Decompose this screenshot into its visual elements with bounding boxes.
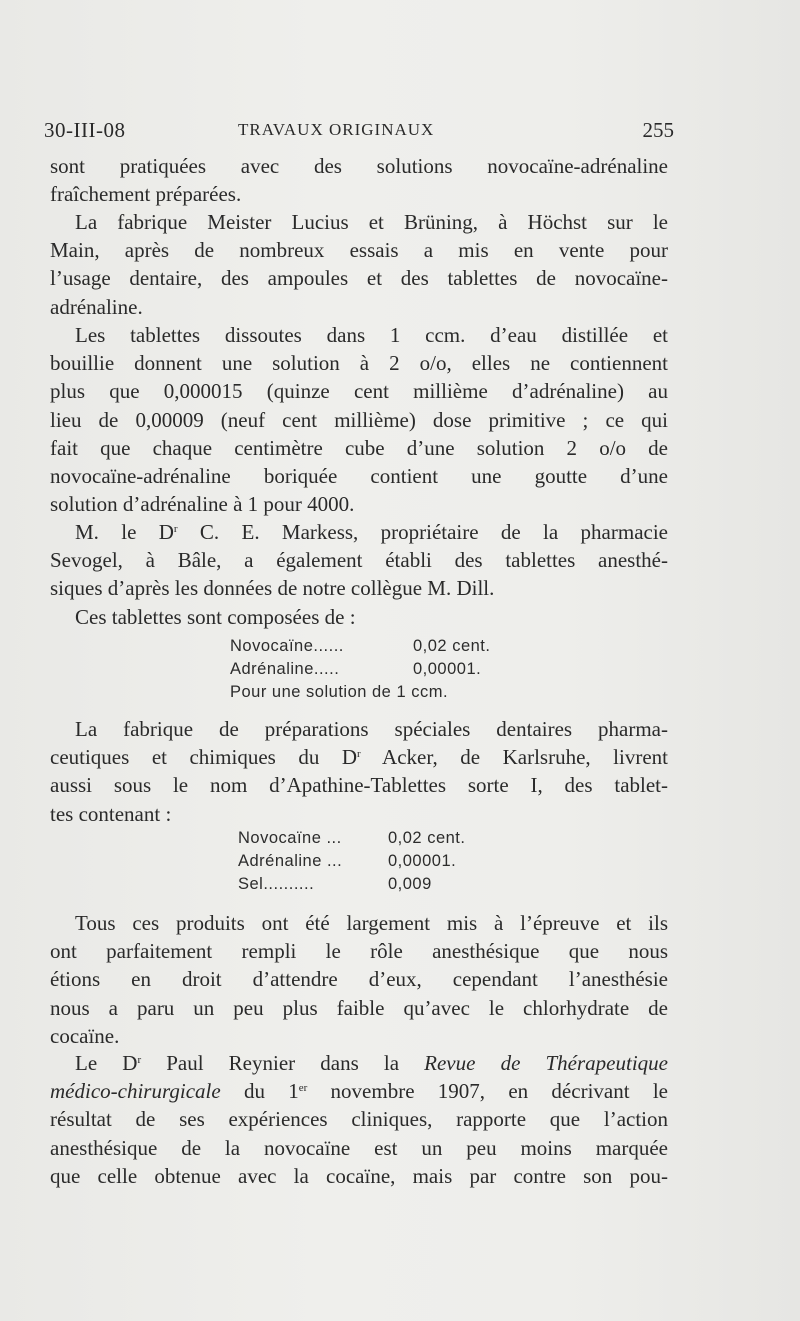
text-line: adrénaline. <box>50 294 143 319</box>
text-line: sont pratiquées avec des solutions novocaïne-adrénaline <box>50 154 668 178</box>
ingredient-dose: 0,02 cent. <box>388 829 466 847</box>
paragraph-2 <box>50 208 668 321</box>
ingredient-dose: 0,00001. <box>413 660 482 678</box>
text-line: Main, après de nombreux essais a mis en vente pour <box>50 238 668 263</box>
paragraph-3 <box>50 321 668 518</box>
text-line: La fabrique de préparations spéciales dentaires pharma- <box>75 717 668 741</box>
page-number: 255 <box>642 118 674 142</box>
ingredient-dose: 0,02 cent. <box>413 637 491 655</box>
paragraph-7 <box>50 1049 668 1190</box>
text-line: tes contenant : <box>50 801 172 826</box>
text-line: plus que 0,000015 (quinze cent millième d’adrénaline) au <box>50 379 668 404</box>
text-line: aussi sous le nom d’Apathine-Tablettes sorte I, des tablet- <box>50 773 668 798</box>
text-line: cocaïne. <box>50 1023 120 1048</box>
paragraph-4 <box>50 518 668 631</box>
text-line: Tous ces produits ont été largement mis à l’épreuve et ils <box>75 911 668 935</box>
text-line: étions en droit d’attendre d’eux, cependant l’anesthésie <box>50 967 668 992</box>
text-line: que celle obtenue avec la cocaïne, mais par contre son pou- <box>50 1163 668 1188</box>
text-line: résultat de ses expériences cliniques, rapporte que l’action <box>50 1107 668 1132</box>
text-line: La fabrique Meister Lucius et Brüning, à Höchst sur le <box>75 210 668 234</box>
ingredient-name: Sel.......... <box>238 875 315 893</box>
header-title: TRAVAUX ORIGINAUX <box>238 120 435 139</box>
ingredient-name: Novocaïne...... <box>230 637 344 655</box>
text-line: ceutiques et chimiques du $D^r$ Acker, de Karlsruhe, livrent <box>50 745 668 770</box>
paragraph-6 <box>50 909 668 1050</box>
text-line: fraîchement préparées. <box>50 182 242 207</box>
text-line: Les tablettes dissoutes dans 1 ccm. d’eau distillée et <box>75 323 668 347</box>
text-line: anesthésique de la novocaïne est un peu moins marquée <box>50 1135 668 1160</box>
text-line: Le $D^r$ Paul Reynier dans la Revue de Thérapeutique <box>75 1051 668 1075</box>
text-line: fait que chaque centimètre cube d’une solution 2 o/o de <box>50 435 668 460</box>
text-line: solution d’adrénaline à 1 pour 4000. <box>50 492 355 517</box>
ingredient-name: Adrénaline..... <box>230 660 340 678</box>
ingredient-dose: 0,009 <box>388 875 432 893</box>
paragraph-5 <box>50 715 668 828</box>
ingredient-dose: 0,00001. <box>388 852 457 870</box>
book-page: 30-III-08 TRAVAUX ORIGINAUX 255 sont pratiquées avec des solutions novocaïne-adrénaline fraîchement préparées. La fabrique Meister Lucius et Brüning, à Höchst sur le Main, après de nombreux essais a mis en vente pour l’usage dentaire, des ampoules et des tablettes de novocaïne- adrénaline. Les tablettes dissoutes dans 1 ccm. d’eau distillée et bouillie donnent une solution à 2 o/o, elles ne contiennent plus que 0,000015 (quinze cent millième d’adrénaline) au lieu de 0,00009 (neuf cent millième) dose primitive ; ce qui fait que chaque centimètre cube d’une solution 2 o/o de novocaïne-adrénaline boriquée contient une goutte d’une solution d’adrénaline à 1 pour 4000. M. le $D^r$ C. E. Markess, propriétaire de la pharmacie Sevogel, à Bâle, a également établi des tablettes anesthé- siques d’après les données de notre collègue M. Dill. Ces tablettes sont composées de : Novocaïne...... 0,02 cent. Adrénaline..... 0,00001. Pour une solution de 1 ccm. La fabrique de préparations spéciales dentaires pharma- ceutiques et chimiques du $D^r$ Acker, de Karlsruhe, livrent aussi sous le nom d’Apathine-Tablettes sorte I, des tablet- tes contenant : Novocaïne ... 0,02 cent. Adrénaline ... 0,00001. Sel.......... 0,009 Tous ces produits ont été largement mis à l’épreuve et ils ont parfaitement rempli le rôle anesthésique que nous étions en droit d’attendre d’eux, cependant l’anesthésie nous a paru un peu plus faible qu’avec le chlorhydrate de cocaïne. Le $D^r$ Paul Reynier dans la Revue de Thérapeutique médico-chirurgicale du 1er novembre 1907, en décrivant le résultat de ses expériences cliniques, rapporte que l’action anesthésique de la novocaïne est un peu moins marquée que celle obtenue avec la cocaïne, mais par contre son pou- <box>0 0 800 1321</box>
journal-title: médico-chirurgicale <box>50 1079 221 1104</box>
text-line: médico-chirurgicale du 1er novembre 1907, en décrivant le <box>50 1079 668 1104</box>
header-date: 30-III-08 <box>44 118 126 142</box>
journal-title: Revue de Thérapeutique <box>424 1051 668 1075</box>
text-line: l’usage dentaire, des ampoules et des tablettes de novocaïne- <box>50 266 668 291</box>
paragraph-1 <box>50 152 668 208</box>
text-line: M. le $D^r$ C. E. Markess, propriétaire de la pharmacie <box>75 520 668 544</box>
text-line: lieu de 0,00009 (neuf cent millième) dose primitive ; ce qui <box>50 407 668 432</box>
text-line: siques d’après les données de notre collègue M. Dill. <box>50 576 495 601</box>
ingredient-name: Novocaïne ... <box>238 829 342 847</box>
ingredient-name: Adrénaline ... <box>238 852 343 870</box>
text-line: Sevogel, à Bâle, a également établi des tablettes anesthé- <box>50 548 668 573</box>
text-line: Ces tablettes sont composées de : <box>75 604 356 629</box>
running-header <box>44 118 674 148</box>
text-line: nous a paru un peu plus faible qu’avec le chlorhydrate de <box>50 995 668 1020</box>
text-line: ont parfaitement rempli le rôle anesthésique que nous <box>50 939 668 964</box>
text-line: bouillie donnent une solution à 2 o/o, elles ne contiennent <box>50 351 668 376</box>
text-line: novocaïne-adrénaline boriquée contient une goutte d’une <box>50 464 668 489</box>
